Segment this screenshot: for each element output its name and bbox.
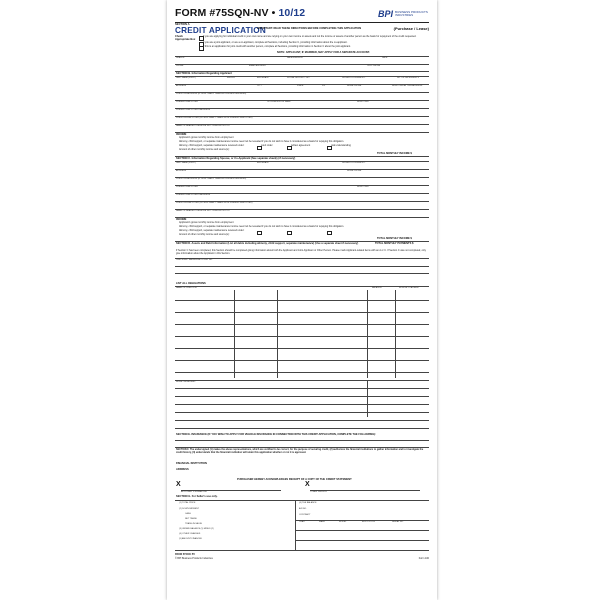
- rule: [175, 412, 429, 413]
- grid-vline: [277, 290, 278, 378]
- rule: [175, 440, 429, 441]
- col-name-of-creditor: NAME OF CREDITOR: [176, 287, 197, 289]
- g-cash: CASH: [185, 513, 191, 515]
- field-occupation: OCCUPATION OR RANK: [267, 101, 291, 103]
- logo-tagline: BUSINESS PRODUCTS INDUSTRIES: [395, 9, 428, 17]
- rule: [175, 100, 429, 101]
- field-middle: MIDDLE: [227, 77, 235, 79]
- rule: [175, 312, 429, 313]
- c-field-employer-address: PRESENT EMPLOYER'S ADDRESS: [176, 194, 211, 196]
- rule: [175, 336, 429, 337]
- rule: [175, 217, 429, 218]
- court-order-label: court order: [261, 144, 273, 147]
- c-field-present-employer: PRESENT EMPLOYER: [176, 186, 198, 188]
- income-heading: INCOME: [176, 133, 187, 136]
- rule: [175, 185, 429, 186]
- section-e-label: SECTION E. INSURANCE (IF YOU WISH TO APPLY FOR VEHICLE INSURANCE IN CONNECTION WITH THIS CREDIT APPLICATION, COMPLETE THE FOLLOWING):: [176, 433, 376, 436]
- field-previous-address: PREVIOUS ADDRESS (IF LESS THAN 2 YEARS AT PRESENT ADDRESS): [176, 93, 247, 95]
- checking-savings-label: CHECKING / SAVINGS ACCOUNT NO.: [176, 259, 213, 261]
- c-written-agreement-checkbox[interactable]: [287, 231, 292, 236]
- list-obligations-label: LIST ALL OBLIGATIONS: [176, 282, 206, 285]
- c-field-address: ADDRESS: [176, 170, 187, 172]
- rule: [175, 420, 429, 421]
- date-label: DATE: [382, 57, 388, 59]
- check-appropriate-box-label: Check Appropriate Box: [175, 35, 196, 42]
- section-a-label: SECTION A: [175, 23, 190, 26]
- field-zip: ZIP: [322, 85, 326, 87]
- rule: [175, 348, 429, 349]
- rule: [175, 324, 429, 325]
- rule: [175, 193, 429, 194]
- g-col-model: MODEL: [339, 521, 347, 523]
- written-agreement-label: written agreement: [291, 144, 311, 147]
- c-oral-understanding-checkbox[interactable]: [327, 231, 332, 236]
- married-note: NOTE: APPLICANT, IF MARRIED, MAY APPLY FOR A SEPARATE ACCOUNT.: [277, 51, 370, 54]
- col-monthly-payment: MONTHLY PAYMENT: [399, 287, 420, 289]
- form-date: 10/12: [278, 7, 306, 19]
- rule: [175, 428, 429, 429]
- c-field-dl: DRIVER'S LICENSE NO.: [342, 162, 366, 164]
- form-number-text: FORM #75SQN-NV: [175, 7, 269, 19]
- rule: [175, 258, 429, 259]
- logo-text: BPI: [377, 9, 393, 19]
- form-reference: Form 100: [418, 557, 429, 560]
- applicant-signature-label: APPLICANT'S SIGNATURE: [181, 491, 207, 493]
- home-ownership-label: HOME OWNERSHIP: [176, 381, 196, 383]
- email-label: EMAIL ADDRESS: [249, 65, 266, 67]
- g-col-make: MAKE: [319, 521, 325, 523]
- grid-vline: [234, 290, 235, 378]
- c-income-line-1: Applicant's gross monthly income from employment: [179, 221, 234, 224]
- option-2-text: If you are a joint applicant, or are a co-applicant, complete all Sections, including Section C, providing information about the co-applicant.: [203, 40, 348, 44]
- rule: [175, 273, 429, 274]
- c-income-line-2: Alimony, child support, or separate maintenance income need not be revealed if you do not wish to have it considered as a basis for repaying this obligation.: [179, 225, 345, 228]
- form-bullet: •: [271, 7, 276, 19]
- rule: [175, 169, 429, 170]
- header-divider: [175, 22, 429, 23]
- field-home-phone: HOME PHONE: [347, 85, 362, 87]
- rule: [175, 380, 429, 381]
- field-dependents: NO. OF DEPENDENTS: [397, 77, 419, 79]
- credit-application-title: CREDIT APPLICATION: [175, 26, 266, 35]
- other-sign-x: X: [305, 481, 310, 488]
- form-number: [175, 7, 305, 19]
- bpi-logo: [378, 8, 429, 20]
- rule: [175, 161, 429, 162]
- rule: [175, 388, 429, 389]
- rule: [295, 540, 429, 541]
- c-field-previous-address: PREVIOUS ADDRESS (IF LESS THAN 2 YEARS AT PRESENT ADDRESS): [176, 178, 247, 180]
- section-d-label: SECTION D. Assets and Debt Information (List all debts including alimony, child support, separate maintenance) (Use a separate sheet if necessary): [176, 242, 359, 245]
- option-1-text: If you are applying for individual credit in your own name and are relying on your own income or assets and not the income or assets of another person as the basis for repayment of the credit requested.: [203, 34, 417, 38]
- income-line-2: Alimony, child support, or separate maintenance income need not be revealed if you do not wish to have it considered as a basis for repaying this obligation.: [179, 140, 345, 143]
- field-employer-how-long: HOW LONG: [357, 101, 369, 103]
- c-field-birthdate: BIRTHDATE: [257, 162, 269, 164]
- rule: [175, 500, 429, 501]
- income-line-1: Applicant's gross monthly income from employment: [179, 136, 234, 139]
- field-city: CITY: [257, 85, 262, 87]
- field-last-name: LAST NAME (FIRST): [176, 77, 196, 79]
- g-amount-financed: (5) AMOUNT FINANCED: [179, 538, 203, 540]
- g-ar-no: A/R NO.: [299, 508, 307, 510]
- c-income-line-4: Amount of other monthly income and source(s):: [179, 233, 230, 236]
- section-f-text: SECTION F. The undersigned (1) makes the above representations, which are certified to be correct, for the purpose of securing credit, (2) authorizes the financial institutions to gather information and to investigate the credit history, (3) understands that the financial institution will retain this application whether or not it is approved.: [176, 448, 424, 454]
- c-field-previous-employer: PREVIOUS EMPLOYER (IF LESS THAN 2 YEARS WITH PRESENT EMPLOYER): [176, 202, 253, 204]
- income-line-4: Amount of other monthly income and source(s):: [179, 148, 230, 151]
- g-trade-in-value: TRADE-IN VALUE: [185, 523, 203, 525]
- grid-vline: [367, 290, 368, 378]
- c-income-line-3: Alimony, child support, separate maintenance received under:: [179, 229, 245, 232]
- g-contract: CONTRACT: [299, 514, 311, 516]
- section-d-note: If Section C has been completed, this Section should be completed giving information about both the Applicant and Joint Applicant or Other Person. Please mark Applicant-related items with an A or C. If Section C was not completed, only give information about the Applicant in this Section.: [176, 249, 426, 255]
- important-instruction: IMPORTANT: READ THESE DIRECTIONS BEFORE COMPLETING THIS APPLICATION: [257, 27, 362, 30]
- field-nearest-relative: NAME OF NEAREST RELATIVE NOT LIVING WITH YOU: [176, 125, 230, 127]
- rule: [175, 108, 429, 109]
- c-field-nearest-relative: NAME OF NEAREST RELATIVE NOT LIVING WITH YOU: [176, 210, 230, 212]
- rule: [175, 360, 429, 361]
- section-b-label: SECTION B. Information Regarding Applicant: [176, 72, 232, 75]
- rule: [175, 132, 429, 133]
- dealer-label: DEALER: [176, 57, 185, 59]
- rule: [175, 266, 429, 267]
- total-monthly-income-c: TOTAL MONTHLY INCOME $: [377, 237, 412, 240]
- c-court-order-checkbox[interactable]: [257, 231, 262, 236]
- rule: [295, 530, 429, 531]
- financial-institution-label: FINANCIAL INSTITUTION: [176, 462, 207, 465]
- grid-vline: [395, 290, 396, 378]
- from-stock-label: FROM STOCK BY: [175, 553, 196, 556]
- income-line-3: Alimony, child support, separate maintenance received under:: [179, 144, 245, 147]
- oral-understanding-label: oral understanding: [331, 144, 351, 147]
- field-state: STATE: [297, 85, 304, 87]
- g-net-trade: NET TRADE: [185, 518, 197, 520]
- field-employer-address: PRESENT EMPLOYER'S ADDRESS: [176, 109, 211, 111]
- form-header: [175, 4, 429, 22]
- field-previous-employer: PREVIOUS EMPLOYER (IF LESS THAN 2 YEARS WITH PRESENT EMPLOYER): [176, 117, 253, 119]
- c-field-how-long: HOW LONG: [357, 186, 369, 188]
- rule: [175, 64, 429, 65]
- rule: [175, 396, 429, 397]
- purchase-lease-label: (Purchase / Lease): [393, 26, 429, 31]
- g-col-body-style: BODY STYLE: [362, 521, 376, 523]
- c-income-heading: INCOME: [176, 218, 187, 221]
- g-other-charges: (4) OTHER CHARGES: [179, 533, 201, 535]
- grid-vline: [295, 500, 296, 550]
- phone-label: PHONE: [176, 65, 184, 67]
- section-c-label: SECTION C. Information Regarding Spouse, or Co-Applicant (See separate sheet(s) if necessary): [176, 157, 296, 160]
- applicant-sign-x: X: [176, 481, 181, 488]
- credit-application-form: [167, 0, 437, 600]
- field-address: ADDRESS: [176, 85, 187, 87]
- c-field-last-name: LAST NAME (FIRST): [176, 162, 196, 164]
- rule: [175, 372, 429, 373]
- col-balance: BALANCE: [372, 287, 382, 289]
- rule: [175, 286, 429, 287]
- company-copyright: © BPI Business Products Industries: [175, 557, 213, 560]
- g-col-year: YEAR: [299, 521, 305, 523]
- rule: [175, 300, 429, 301]
- g-down-payment: (2) DOWN PAYMENT: [179, 508, 200, 510]
- field-dl: DRIVER'S LICENSE NO.: [342, 77, 366, 79]
- field-ssn: SOCIAL SECURITY NO.: [287, 77, 310, 79]
- field-present-employer: PRESENT EMPLOYER: [176, 101, 198, 103]
- other-person-label: OTHER PERSON: [310, 491, 327, 493]
- section-g-label: SECTION G. For Seller's use only.: [176, 495, 218, 498]
- address-label: ADDRESS: [176, 468, 189, 471]
- rule: [175, 550, 429, 551]
- field-birthdate: BIRTHDATE: [257, 77, 269, 79]
- total-monthly-income-b: TOTAL MONTHLY INCOME $: [377, 152, 412, 155]
- g-unpaid-balance: (3) UNPAID BALANCE (1) MINUS (2): [179, 528, 214, 530]
- option-3-text: If this is an application for joint credit with another person, complete all Sections, providing information in Section C about the joint applicant.: [203, 44, 351, 48]
- rule: [175, 404, 429, 405]
- ack-text: PURCHASER HEREBY ACKNOWLEDGES RECEIPT OF A COPY OF THE CREDIT STATEMENT: [237, 478, 352, 481]
- salesperson-label: SALESPERSON: [287, 57, 303, 59]
- field-how-long: HOW LONG AT THIS ADDRESS: [392, 85, 423, 87]
- g-total-price: (1) TOTAL PRICE: [179, 502, 196, 504]
- c-field-home-phone: HOME PHONE: [347, 170, 362, 172]
- g-the-balance: (6) THE BALANCE: [299, 502, 317, 504]
- total-monthly-payments: TOTAL MONTHLY PAYMENTS $: [375, 242, 414, 245]
- g-col-serial: SERIAL NO.: [392, 521, 404, 523]
- cell-phone-label: CELL PHONE: [367, 65, 381, 67]
